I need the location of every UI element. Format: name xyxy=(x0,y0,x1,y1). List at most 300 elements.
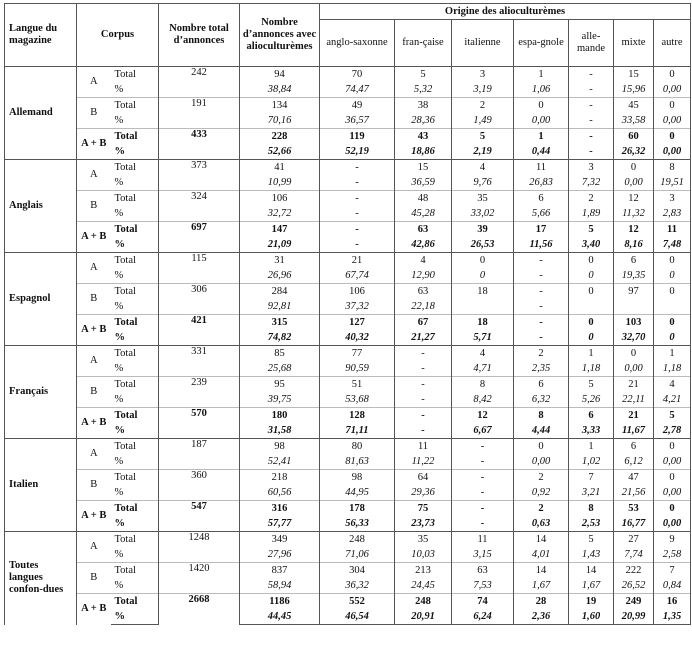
cell-mixte-count: 97 xyxy=(614,284,654,300)
cell-autre-count: 3 xyxy=(654,191,691,207)
cell-mixte-pct: 11,32 xyxy=(614,206,654,222)
cell-italienne-count: 0 xyxy=(452,253,514,269)
cell-autre-count: 0 xyxy=(654,67,691,83)
cell-allemande-pct: 1,89 xyxy=(569,206,614,222)
cell-mixte-count: 21 xyxy=(614,377,654,393)
cell-italienne-pct: 7,53 xyxy=(452,578,514,594)
cell-nb-avec-pct: 39,75 xyxy=(240,392,320,408)
cell-nb-avec-count: 106 xyxy=(240,191,320,207)
cell-allemande-pct: 5,26 xyxy=(569,392,614,408)
cell-anglo-saxonne-count: 80 xyxy=(320,439,395,455)
cell-francaise-pct: 5,32 xyxy=(395,82,452,98)
stat-label-pct: % xyxy=(111,268,159,284)
cell-anglo-saxonne-count: 106 xyxy=(320,284,395,300)
cell-italienne-count: 3 xyxy=(452,67,514,83)
cell-francaise-count: 63 xyxy=(395,284,452,300)
corpus-cell: B xyxy=(77,191,111,222)
cell-francaise-count: 4 xyxy=(395,253,452,269)
nombre-total-cell: 324 xyxy=(159,191,240,222)
cell-francaise-count: 67 xyxy=(395,315,452,331)
cell-espagnole-pct: 11,56 xyxy=(514,237,569,253)
cell-nb-avec-pct: 31,58 xyxy=(240,423,320,439)
cell-nb-avec-count: 147 xyxy=(240,222,320,238)
cell-espagnole-count: 8 xyxy=(514,408,569,424)
cell-francaise-pct: 24,45 xyxy=(395,578,452,594)
header-col-francaise: fran-çaise xyxy=(395,20,452,67)
cell-allemande-count: - xyxy=(569,98,614,114)
cell-autre-pct: 2,58 xyxy=(654,547,691,563)
cell-autre-count: 0 xyxy=(654,98,691,114)
cell-anglo-saxonne-count: 70 xyxy=(320,67,395,83)
cell-espagnole-pct: 1,67 xyxy=(514,578,569,594)
cell-espagnole-count: 17 xyxy=(514,222,569,238)
stat-label-total: Total xyxy=(111,160,159,176)
cell-italienne-pct: 2,19 xyxy=(452,144,514,160)
nombre-total-cell: 570 xyxy=(159,408,240,439)
cell-mixte-count: 6 xyxy=(614,439,654,455)
cell-anglo-saxonne-pct: 67,74 xyxy=(320,268,395,284)
cell-nb-avec-count: 134 xyxy=(240,98,320,114)
cell-espagnole-count: 1 xyxy=(514,129,569,145)
cell-anglo-saxonne-pct: - xyxy=(320,175,395,191)
stat-label-pct: % xyxy=(111,485,159,501)
cell-espagnole-pct: 26,83 xyxy=(514,175,569,191)
cell-allemande-count: - xyxy=(569,129,614,145)
cell-italienne-pct: 6,67 xyxy=(452,423,514,439)
cell-allemande-pct: - xyxy=(569,144,614,160)
cell-anglo-saxonne-count: 248 xyxy=(320,532,395,548)
cell-espagnole-pct: 2,35 xyxy=(514,361,569,377)
cell-allemande-pct: 3,40 xyxy=(569,237,614,253)
cell-mixte-pct xyxy=(614,299,654,315)
cell-nb-avec-count: 284 xyxy=(240,284,320,300)
cell-mixte-pct: 8,16 xyxy=(614,237,654,253)
cell-francaise-pct: 12,90 xyxy=(395,268,452,284)
cell-allemande-count: 19 xyxy=(569,594,614,610)
corpus-cell: B xyxy=(77,284,111,315)
cell-espagnole-pct: 2,36 xyxy=(514,609,569,625)
language-cell: Français xyxy=(5,346,77,439)
corpus-cell: B xyxy=(77,377,111,408)
cell-anglo-saxonne-count: 304 xyxy=(320,563,395,579)
cell-espagnole-pct: - xyxy=(514,330,569,346)
cell-espagnole-pct: 4,44 xyxy=(514,423,569,439)
nombre-total-cell: 242 xyxy=(159,67,240,98)
corpus-cell: A xyxy=(77,346,111,377)
cell-allemande-pct: 0 xyxy=(569,268,614,284)
cell-autre-pct: 7,48 xyxy=(654,237,691,253)
stat-label-pct: % xyxy=(111,113,159,129)
cell-anglo-saxonne-count: - xyxy=(320,160,395,176)
cell-nb-avec-count: 95 xyxy=(240,377,320,393)
nombre-total-cell: 373 xyxy=(159,160,240,191)
cell-espagnole-pct: 5,66 xyxy=(514,206,569,222)
cell-espagnole-count: 14 xyxy=(514,532,569,548)
stat-label-pct: % xyxy=(111,330,159,346)
nombre-total-cell: 331 xyxy=(159,346,240,377)
cell-francaise-pct: 42,86 xyxy=(395,237,452,253)
nombre-total-cell: 1248 xyxy=(159,532,240,563)
corpus-cell: A xyxy=(77,253,111,284)
cell-espagnole-count: 0 xyxy=(514,98,569,114)
stat-label-pct: % xyxy=(111,578,159,594)
table-row xyxy=(5,253,691,269)
nombre-total-cell: 697 xyxy=(159,222,240,253)
cell-autre-pct: 0,00 xyxy=(654,454,691,470)
cell-autre-pct: 1,35 xyxy=(654,609,691,625)
nombre-total-cell: 115 xyxy=(159,253,240,284)
cell-anglo-saxonne-pct: 37,32 xyxy=(320,299,395,315)
cell-anglo-saxonne-count: 77 xyxy=(320,346,395,362)
nombre-total-cell: 421 xyxy=(159,315,240,346)
cell-espagnole-count: - xyxy=(514,315,569,331)
cell-anglo-saxonne-count: 178 xyxy=(320,501,395,517)
cell-francaise-pct: 21,27 xyxy=(395,330,452,346)
cell-italienne-count: 18 xyxy=(452,284,514,300)
table-body xyxy=(5,67,691,625)
cell-italienne-count: - xyxy=(452,470,514,486)
cell-francaise-pct: 10,03 xyxy=(395,547,452,563)
cell-italienne-pct: - xyxy=(452,454,514,470)
cell-nb-avec-pct: 10,99 xyxy=(240,175,320,191)
cell-italienne-pct: 3,15 xyxy=(452,547,514,563)
cell-francaise-pct: - xyxy=(395,361,452,377)
cell-francaise-count: - xyxy=(395,408,452,424)
cell-francaise-pct: 11,22 xyxy=(395,454,452,470)
cell-francaise-pct: 23,73 xyxy=(395,516,452,532)
corpus-cell: B xyxy=(77,98,111,129)
cell-italienne-count: 4 xyxy=(452,160,514,176)
cell-nb-avec-count: 349 xyxy=(240,532,320,548)
corpus-cell: A + B xyxy=(77,315,111,346)
cell-francaise-pct: - xyxy=(395,423,452,439)
cell-espagnole-count: - xyxy=(514,253,569,269)
cell-mixte-pct: 15,96 xyxy=(614,82,654,98)
nombre-total-cell: 360 xyxy=(159,470,240,501)
stat-label-pct: % xyxy=(111,299,159,315)
cell-allemande-count: 0 xyxy=(569,284,614,300)
cell-mixte-pct: 0,00 xyxy=(614,361,654,377)
cell-francaise-pct: 45,28 xyxy=(395,206,452,222)
cell-anglo-saxonne-count: 51 xyxy=(320,377,395,393)
cell-mixte-pct: 20,99 xyxy=(614,609,654,625)
stat-label-pct: % xyxy=(111,392,159,408)
cell-mixte-count: 12 xyxy=(614,191,654,207)
cell-espagnole-pct: 0,44 xyxy=(514,144,569,160)
cell-anglo-saxonne-pct: 71,11 xyxy=(320,423,395,439)
cell-mixte-count: 249 xyxy=(614,594,654,610)
cell-allemande-pct: 0 xyxy=(569,330,614,346)
nombre-total-cell: 187 xyxy=(159,439,240,470)
cell-mixte-count: 60 xyxy=(614,129,654,145)
stat-label-total: Total xyxy=(111,98,159,114)
cell-nb-avec-pct: 52,66 xyxy=(240,144,320,160)
cell-nb-avec-count: 31 xyxy=(240,253,320,269)
cell-anglo-saxonne-pct: 44,95 xyxy=(320,485,395,501)
cell-italienne-count: - xyxy=(452,439,514,455)
cell-nb-avec-pct: 26,96 xyxy=(240,268,320,284)
corpus-cell: A xyxy=(77,439,111,470)
cell-espagnole-pct: 0,00 xyxy=(514,113,569,129)
header-col-espagnole: espa-gnole xyxy=(514,20,569,67)
stat-label-total: Total xyxy=(111,346,159,362)
cell-italienne-pct: - xyxy=(452,485,514,501)
stat-label-total: Total xyxy=(111,222,159,238)
cell-anglo-saxonne-pct: 74,47 xyxy=(320,82,395,98)
cell-autre-pct: 0 xyxy=(654,268,691,284)
nombre-total-cell: 433 xyxy=(159,129,240,160)
cell-espagnole-pct: 4,01 xyxy=(514,547,569,563)
cell-autre-pct: 0,84 xyxy=(654,578,691,594)
nombre-total-cell: 2668 xyxy=(159,594,240,625)
table-row xyxy=(5,191,691,207)
corpus-cell: A xyxy=(77,160,111,191)
cell-allemande-pct: 1,02 xyxy=(569,454,614,470)
corpus-cell: B xyxy=(77,563,111,594)
cell-allemande-count: 0 xyxy=(569,315,614,331)
language-cell: Allemand xyxy=(5,67,77,160)
corpus-cell: B xyxy=(77,470,111,501)
cell-espagnole-pct: - xyxy=(514,268,569,284)
cell-autre-count: 0 xyxy=(654,315,691,331)
cell-espagnole-pct: 1,06 xyxy=(514,82,569,98)
cell-nb-avec-count: 316 xyxy=(240,501,320,517)
cell-allemande-count: 14 xyxy=(569,563,614,579)
cell-espagnole-count: 2 xyxy=(514,346,569,362)
cell-nb-avec-count: 218 xyxy=(240,470,320,486)
stat-label-total: Total xyxy=(111,563,159,579)
cell-autre-count: 0 xyxy=(654,439,691,455)
cell-espagnole-pct: 0,92 xyxy=(514,485,569,501)
cell-allemande-pct: 2,53 xyxy=(569,516,614,532)
cell-italienne-pct xyxy=(452,299,514,315)
table-row xyxy=(5,346,691,362)
cell-autre-count: 5 xyxy=(654,408,691,424)
cell-francaise-pct: 29,36 xyxy=(395,485,452,501)
cell-italienne-pct: 6,24 xyxy=(452,609,514,625)
stat-label-pct: % xyxy=(111,82,159,98)
cell-nb-avec-count: 180 xyxy=(240,408,320,424)
cell-italienne-count: 2 xyxy=(452,98,514,114)
cell-italienne-pct: 0 xyxy=(452,268,514,284)
cell-espagnole-pct: 6,32 xyxy=(514,392,569,408)
cell-francaise-count: 64 xyxy=(395,470,452,486)
cell-francaise-pct: 36,59 xyxy=(395,175,452,191)
cell-italienne-pct: 3,19 xyxy=(452,82,514,98)
cell-allemande-pct: 1,60 xyxy=(569,609,614,625)
corpus-cell: A + B xyxy=(77,594,111,625)
cell-anglo-saxonne-pct: 90,59 xyxy=(320,361,395,377)
cell-autre-pct: 4,21 xyxy=(654,392,691,408)
header-col-italienne: italienne xyxy=(452,20,514,67)
cell-nb-avec-count: 315 xyxy=(240,315,320,331)
cell-autre-pct: 0 xyxy=(654,330,691,346)
cell-francaise-count: 248 xyxy=(395,594,452,610)
cell-mixte-pct: 26,32 xyxy=(614,144,654,160)
header-nombre-avec: Nombre d’annonces avec alioculturèmes xyxy=(240,4,320,67)
cell-italienne-count: 12 xyxy=(452,408,514,424)
cell-allemande-count: 3 xyxy=(569,160,614,176)
cell-francaise-count: 38 xyxy=(395,98,452,114)
stat-label-pct: % xyxy=(111,454,159,470)
cell-allemande-count: 5 xyxy=(569,532,614,548)
cell-francaise-count: 43 xyxy=(395,129,452,145)
cell-allemande-count: 0 xyxy=(569,253,614,269)
cell-anglo-saxonne-pct: 81,63 xyxy=(320,454,395,470)
cell-nb-avec-pct: 38,84 xyxy=(240,82,320,98)
cell-nb-avec-pct: 70,16 xyxy=(240,113,320,129)
stat-label-total: Total xyxy=(111,377,159,393)
corpus-cell: A + B xyxy=(77,501,111,532)
cell-francaise-count: 15 xyxy=(395,160,452,176)
cell-mixte-pct: 21,56 xyxy=(614,485,654,501)
cell-autre-count: 9 xyxy=(654,532,691,548)
nombre-total-cell: 191 xyxy=(159,98,240,129)
stat-label-pct: % xyxy=(111,175,159,191)
cell-italienne-pct: 4,71 xyxy=(452,361,514,377)
cell-allemande-count: 8 xyxy=(569,501,614,517)
table-row xyxy=(5,315,691,331)
cell-mixte-count: 53 xyxy=(614,501,654,517)
cell-autre-count: 0 xyxy=(654,129,691,145)
header-origine: Origine des alioculturèmes xyxy=(320,4,691,20)
cell-anglo-saxonne-pct: 71,06 xyxy=(320,547,395,563)
cell-autre-count: 16 xyxy=(654,594,691,610)
header-col-mixte: mixte xyxy=(614,20,654,67)
cell-nb-avec-pct: 21,09 xyxy=(240,237,320,253)
cell-autre-pct: 0,00 xyxy=(654,485,691,501)
table-row xyxy=(5,408,691,424)
stat-label-pct: % xyxy=(111,547,159,563)
stat-label-pct: % xyxy=(111,516,159,532)
cell-autre-count: 8 xyxy=(654,160,691,176)
cell-espagnole-count: - xyxy=(514,284,569,300)
cell-anglo-saxonne-pct: 36,32 xyxy=(320,578,395,594)
cell-espagnole-count: 6 xyxy=(514,377,569,393)
table-row xyxy=(5,284,691,300)
cell-italienne-count: 4 xyxy=(452,346,514,362)
table-row xyxy=(5,470,691,486)
language-cell: Anglais xyxy=(5,160,77,253)
cell-italienne-count: 74 xyxy=(452,594,514,610)
nombre-total-cell: 306 xyxy=(159,284,240,315)
cell-nb-avec-pct: 60,56 xyxy=(240,485,320,501)
cell-mixte-count: 12 xyxy=(614,222,654,238)
cell-autre-count: 1 xyxy=(654,346,691,362)
corpus-cell: A xyxy=(77,67,111,98)
cell-allemande-pct: 3,21 xyxy=(569,485,614,501)
cell-anglo-saxonne-count: 128 xyxy=(320,408,395,424)
cell-francaise-count: 35 xyxy=(395,532,452,548)
cell-nb-avec-count: 41 xyxy=(240,160,320,176)
nombre-total-cell: 547 xyxy=(159,501,240,532)
stat-label-total: Total xyxy=(111,408,159,424)
cell-francaise-count: 48 xyxy=(395,191,452,207)
cell-francaise-count: 5 xyxy=(395,67,452,83)
cell-autre-pct: 0,00 xyxy=(654,144,691,160)
cell-allemande-count: 1 xyxy=(569,346,614,362)
cell-francaise-count: 75 xyxy=(395,501,452,517)
stat-label-total: Total xyxy=(111,284,159,300)
stat-label-pct: % xyxy=(111,423,159,439)
cell-mixte-count: 21 xyxy=(614,408,654,424)
corpus-cell: A + B xyxy=(77,222,111,253)
cell-espagnole-pct: 0,63 xyxy=(514,516,569,532)
cell-allemande-pct: 7,32 xyxy=(569,175,614,191)
cell-mixte-pct: 26,52 xyxy=(614,578,654,594)
table-row xyxy=(5,222,691,238)
cell-nb-avec-pct: 32,72 xyxy=(240,206,320,222)
cell-francaise-count: - xyxy=(395,377,452,393)
stat-label-pct: % xyxy=(111,206,159,222)
cell-espagnole-count: 14 xyxy=(514,563,569,579)
stat-label-pct: % xyxy=(111,361,159,377)
cell-autre-pct: 2,83 xyxy=(654,206,691,222)
cell-autre-pct: 0,00 xyxy=(654,82,691,98)
cell-mixte-count: 0 xyxy=(614,346,654,362)
cell-anglo-saxonne-pct: 40,32 xyxy=(320,330,395,346)
cell-allemande-pct xyxy=(569,299,614,315)
cell-nb-avec-count: 85 xyxy=(240,346,320,362)
language-cell: Toutes langues confon-dues xyxy=(5,532,77,625)
cell-autre-pct: 19,51 xyxy=(654,175,691,191)
cell-francaise-pct: 20,91 xyxy=(395,609,452,625)
cell-nb-avec-pct: 27,96 xyxy=(240,547,320,563)
cell-allemande-count: 2 xyxy=(569,191,614,207)
alioculturemes-table xyxy=(4,3,691,625)
stat-label-pct: % xyxy=(111,144,159,160)
cell-autre-pct: 0,00 xyxy=(654,516,691,532)
language-cell: Italien xyxy=(5,439,77,532)
cell-mixte-pct: 32,70 xyxy=(614,330,654,346)
corpus-cell: A + B xyxy=(77,408,111,439)
stat-label-total: Total xyxy=(111,129,159,145)
cell-italienne-pct: 1,49 xyxy=(452,113,514,129)
header-corpus: Corpus xyxy=(77,4,159,67)
cell-italienne-count: 35 xyxy=(452,191,514,207)
cell-mixte-pct: 33,58 xyxy=(614,113,654,129)
cell-espagnole-count: 2 xyxy=(514,470,569,486)
cell-anglo-saxonne-pct: 46,54 xyxy=(320,609,395,625)
cell-mixte-pct: 19,35 xyxy=(614,268,654,284)
cell-autre-count: 4 xyxy=(654,377,691,393)
stat-label-pct: % xyxy=(111,609,159,625)
cell-mixte-count: 0 xyxy=(614,160,654,176)
cell-allemande-pct: 1,67 xyxy=(569,578,614,594)
stat-label-pct: % xyxy=(111,237,159,253)
cell-mixte-count: 222 xyxy=(614,563,654,579)
cell-allemande-pct: 3,33 xyxy=(569,423,614,439)
cell-italienne-count: 11 xyxy=(452,532,514,548)
cell-mixte-count: 103 xyxy=(614,315,654,331)
cell-nb-avec-count: 98 xyxy=(240,439,320,455)
cell-allemande-count: 6 xyxy=(569,408,614,424)
table-row xyxy=(5,67,691,83)
stat-label-total: Total xyxy=(111,315,159,331)
cell-francaise-pct: 28,36 xyxy=(395,113,452,129)
cell-allemande-count: 5 xyxy=(569,222,614,238)
cell-mixte-count: 45 xyxy=(614,98,654,114)
cell-anglo-saxonne-count: 119 xyxy=(320,129,395,145)
cell-allemande-pct: - xyxy=(569,113,614,129)
cell-mixte-pct: 6,12 xyxy=(614,454,654,470)
cell-anglo-saxonne-count: - xyxy=(320,222,395,238)
cell-anglo-saxonne-pct: 53,68 xyxy=(320,392,395,408)
header-col-allemande: alle-mande xyxy=(569,20,614,67)
header-col-anglo: anglo-saxonne xyxy=(320,20,395,67)
nombre-total-cell: 239 xyxy=(159,377,240,408)
cell-anglo-saxonne-count: 49 xyxy=(320,98,395,114)
